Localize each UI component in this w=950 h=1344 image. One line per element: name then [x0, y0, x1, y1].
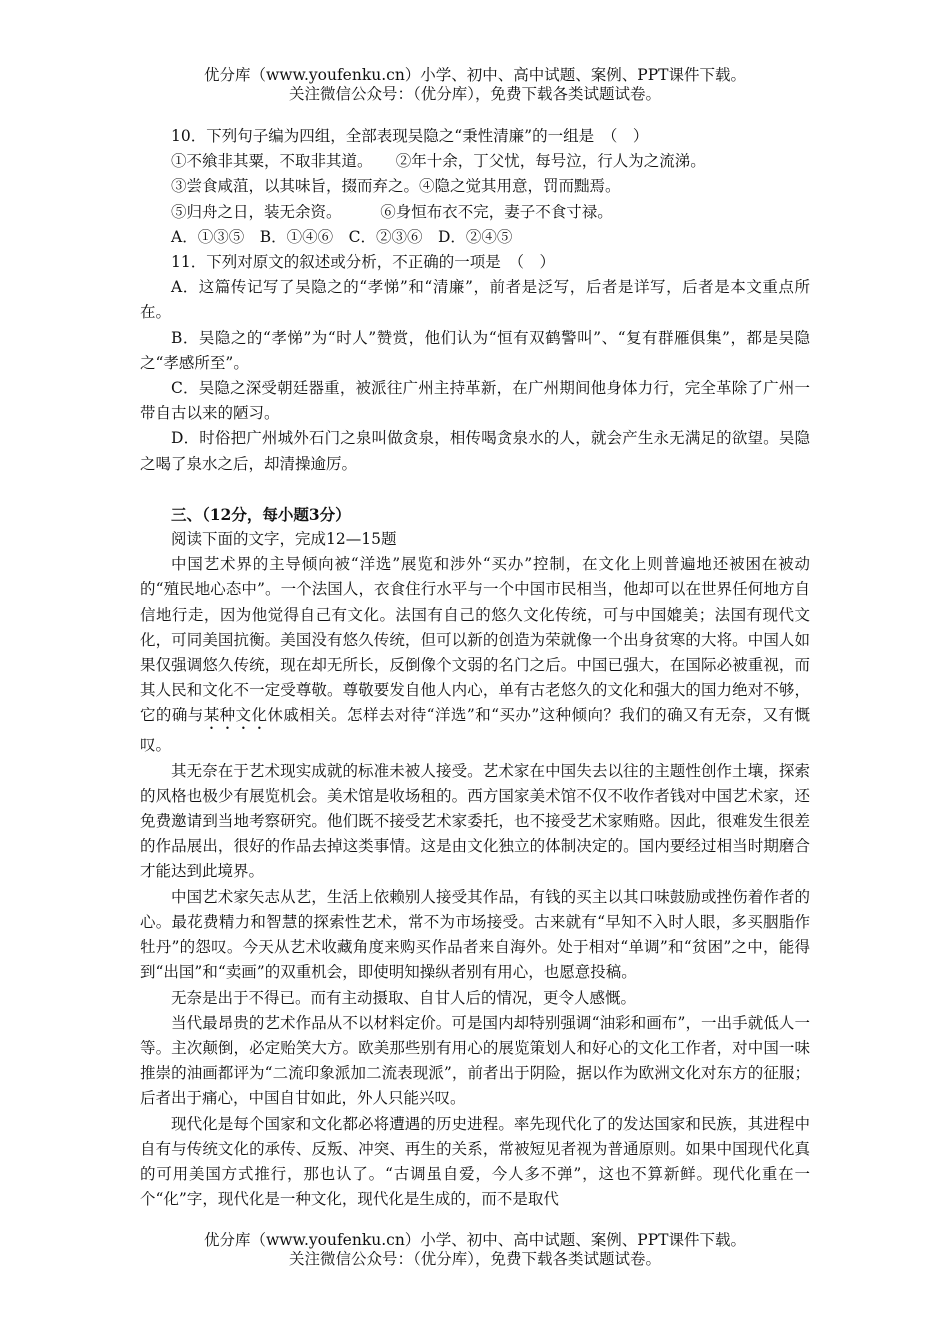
q10-options-row-1: ①不飨非其粟，不取非其道。 ②年十余，丁父忧，每号泣，行人为之流涕。	[171, 152, 706, 171]
footer-line-2: 关注微信公众号：（优分库），免费下载各类试题试卷。	[288, 1250, 661, 1268]
passage-p1-text-a: 中国艺术界的主导倾向被“洋选”展览和涉外“买办”控制，在文化上则普遍地还被困在被动的“殖民地心态中”。一个法国人，衣食住行水平与一个中国市民相当，他却可以在世界任何地方自信地行走，因为他觉得自己有文化。法国有自己的悠久文化传统，可与中国媲美；法国有现代文化，可同美国抗衡。美国没有悠久传统，但可以新的创造为荣就像一个出身贫寒的大将。中国人如果仅强调悠久传统，现在却无所长，反倒像个文弱的名门之后。中国已强大，在国际必被重视，而其人民和文化不一定受尊敬。尊敬要发自他人内心，单有古老悠久的文化和强大的国力绝对不够，它的确与	[140, 555, 810, 725]
document-body	[140, 124, 810, 1212]
passage-paragraph-2: 其无奈在于艺术现实成就的标准未被人接受。艺术家在中国失去以往的主题性创作土壤，探索的风格也极少有展览机会。美术馆是收场租的。西方国家美术馆不仅不收作者钱对中国艺术家，还免费邀请到当地考察研究。他们既不接受艺术家委托，也不接受艺术家贿赂。因此，很难发生很差的作品展出，很好的作品去掉这类事情。这是由文化独立的体制决定的。国内要经过相当时期磨合才能达到此境界。	[140, 761, 810, 881]
passage-p1-text-b: 休戚相关。怎样去对待“洋选”和“买办”这种倾向？我们的确又有无奈，又有慨叹。	[140, 706, 810, 755]
q11-option-d: D．时俗把广州城外石门之泉叫做贪泉，相传喝贪泉水的人，就会产生永无满足的欲望。吴隐之喝了泉水之后，却清操逾厉。	[140, 429, 810, 473]
footer-line-1: 优分库（www.youfenku.cn）小学、初中、高中试题、案例、PPT课件下载。	[203, 1231, 747, 1249]
section-3-title: 三、（12分，每小题3分）	[171, 504, 351, 524]
emphasized-phrase: 某种文化	[203, 706, 268, 725]
q11-option-b: B．吴隐之的“孝悌”为“时人”赞赏，他们认为“恒有双鹤警叫”、“复有群雁俱集”，都是吴隐之“孝感所至”。	[140, 328, 810, 372]
q10-choices: A．①③⑤ B．①④⑥ C．②③⑥ D．②④⑤	[171, 227, 513, 246]
header-line-2: 关注微信公众号：（优分库），免费下载各类试题试卷。	[288, 85, 661, 103]
passage-paragraph-1	[140, 552, 810, 758]
page-header	[0, 66, 950, 104]
passage-paragraph-5: 当代最昂贵的艺术作品从不以材料定价。可是国内却特别强调“油彩和画布”，一出手就低人一等。主次颠倒，必定贻笑大方。欧美那些别有用心的展览策划人和好心的文化工作者，对中国一味推崇的油画都评为“二流印象派加二流表现派”，前者出于阴险，据以作为欧洲文化对东方的征服；后者出于痛心，中国自甘如此，外人只能兴叹。	[140, 1013, 810, 1108]
header-line-1: 优分库（www.youfenku.cn）小学、初中、高中试题、案例、PPT课件下载。	[203, 66, 747, 84]
q10-options-row-2: ③尝食咸菹，以其味旨，掇而弃之。④隐之觉其用意，罚而黜焉。	[171, 177, 621, 196]
q10-stem: 10．下列句子编为四组，全部表现吴隐之“秉性清廉”的一组是 （ ）	[171, 127, 649, 145]
page-footer	[0, 1231, 950, 1269]
passage-paragraph-3: 中国艺术家矢志从艺，生活上依赖别人接受其作品，有钱的买主以其口味鼓励或挫伤着作者的心。最花费精力和智慧的探索性艺术，常不为市场接受。古来就有“早知不入时人眼，多买胭脂作牡丹”的怨叹。今天从艺术收藏角度来购买作品者来自海外。处于相对“单调”和“贫困”之中，能得到“出国”和“卖画”的双重机会，即使明知操纵者别有用心，也愿意投稿。	[140, 887, 810, 982]
passage-paragraph-4: 无奈是出于不得已。而有主动摄取、自甘人后的情况，更令人感慨。	[171, 988, 637, 1007]
q11-option-c: C．吴隐之深受朝廷器重，被派往广州主持革新，在广州期间他身体力行，完全革除了广州一带自古以来的陋习。	[140, 379, 810, 423]
section-3-instruction: 阅读下面的文字，完成12—15题	[171, 530, 397, 549]
q11-stem: 11．下列对原文的叙述或分析，不正确的一项是 （ ）	[171, 253, 555, 272]
q10-options-row-3: ⑤归舟之日，装无余资。 ⑥身恒布衣不完，妻子不食寸禄。	[171, 202, 613, 221]
section-spacer	[140, 477, 810, 502]
passage-paragraph-6: 现代化是每个国家和文化都必将遭遇的历史进程。率先现代化了的发达国家和民族，其进程中自有与传统文化的承传、反叛、冲突、再生的关系，常被短见者视为普通原则。如果中国现代化真的可用美国方式推行，那也认了。“古调虽自爱，今人多不弹”，这也不算新鲜。现代化重在一个“化”字，现代化是一种文化，现代化是生成的，而不是取代	[140, 1114, 810, 1209]
q11-option-a: A．这篇传记写了吴隐之的“孝悌”和“清廉”，前者是泛写，后者是详写，后者是本文重点所在。	[140, 278, 810, 322]
